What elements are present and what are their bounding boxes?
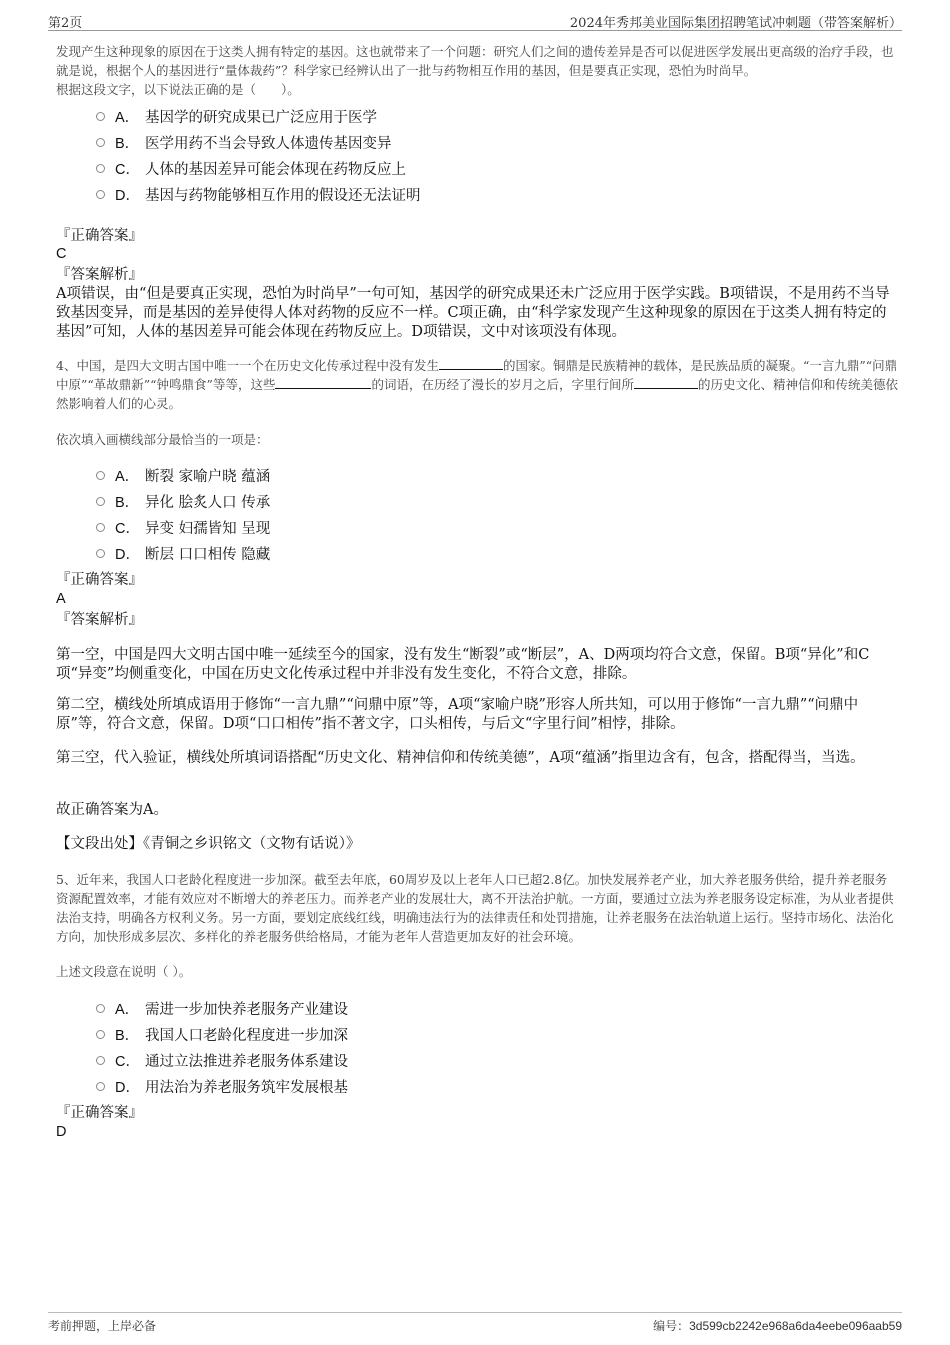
radio-icon[interactable] — [96, 1030, 105, 1039]
page-footer — [48, 1312, 902, 1339]
radio-icon[interactable] — [96, 1056, 105, 1065]
q5-option-c[interactable]: C． 通过立法推进养老服务体系建设 — [96, 1047, 876, 1073]
q5-answer-label: 『正确答案』 — [56, 1105, 143, 1121]
radio-icon[interactable] — [96, 190, 105, 199]
radio-icon[interactable] — [96, 497, 105, 506]
q5-options — [96, 995, 876, 1099]
radio-icon[interactable] — [96, 523, 105, 532]
radio-icon[interactable] — [96, 1082, 105, 1091]
q3-analysis-label: 『答案解析』 — [56, 267, 143, 283]
q4-conclusion: 故正确答案为A。 — [56, 802, 168, 818]
q4-option-b[interactable]: B． 异化 脍炙人口 传承 — [96, 488, 876, 514]
q3-passage: 发现产生这种现象的原因在于这类人拥有特定的基因。这也就带来了一个问题：研究人们之间的遗传差异是否可以促进医学发展出更高级的治疗手段，也就是说，根据个人的基因进行“量体裁药”？科学家已经辨认出了一批与药物相互作用的基因，但是要真正实现，恐怕为时尚早。 — [56, 44, 894, 78]
q3-option-c[interactable]: C． 人体的基因差异可能会体现在药物反应上 — [96, 155, 876, 181]
q4-passage: 4、中国，是四大文明古国中唯一一个在历史文化传承过程中没有发生 的国家。铜鼎是民族精神的载体，是民族品质的凝聚。“一言九鼎”“问鼎中原”“革故鼎新”“钟鸣鼎食”等等，这些 的词语，在历经了漫长的岁月之后，字里行间所 的历史文化、精神信仰和传统美德依然影响着人们的心灵。 — [56, 358, 898, 411]
q3-answer: C — [56, 246, 67, 262]
radio-icon[interactable] — [96, 164, 105, 173]
q4-answer-label: 『正确答案』 — [56, 572, 143, 588]
q4-option-a[interactable]: A． 断裂 家喻户晓 蕴涵 — [96, 462, 876, 488]
q5-passage: 5、近年来，我国人口老龄化程度进一步加深。截至去年底，60周岁及以上老年人口已超2.8亿。加快发展养老产业，加大养老服务供给，提升养老服务资源配置效率，才能有效应对不断增大的养老压力。而养老产业的发展壮大，离不开法治护航。一方面，要通过立法为养老服务设定标准，为从业者提供法治支持，明确各方权利义务。另一方面，要划定底线红线，明确违法行为的法律责任和处罚措施，让养老服务在法治轨道上运行。坚持市场化、法治化方向，加快形成多层次、多样化的养老服务供给格局，才能为老年人营造更加友好的社会环境。 — [56, 872, 894, 944]
radio-icon[interactable] — [96, 1004, 105, 1013]
q4-option-d[interactable]: D． 断层 口口相传 隐藏 — [96, 540, 876, 566]
q4-analysis-2: 第二空，横线处所填成语用于修饰“一言九鼎”“问鼎中原”等，A项“家喻户晓”形容人所共知，可以用于修饰“一言九鼎”“问鼎中原”等，符合文意，保留。D项“口口相传”指不著文字，口头相传，与后文“字里行间”相悖，排除。 — [56, 697, 859, 732]
document-title: 2024年秀邦美业国际集团招聘笔试冲刺题（带答案解析） — [569, 16, 902, 31]
blank-3 — [634, 375, 698, 389]
q4-analysis-label: 『答案解析』 — [56, 612, 143, 628]
q4-answer: A — [56, 591, 66, 607]
q5-option-b[interactable]: B． 我国人口老龄化程度进一步加深 — [96, 1021, 876, 1047]
radio-icon[interactable] — [96, 112, 105, 121]
q5-prompt: 上述文段意在说明（ ）。 — [56, 964, 192, 979]
q5-answer: D — [56, 1124, 67, 1140]
document-code: 编号：3d599cb2242e968a6da4eebe096aab59 — [653, 1319, 902, 1333]
q4-analysis-1: 第一空，中国是四大文明古国中唯一延续至今的国家，没有发生“断裂”或“断层”，A、D两项均符合文意，保留。B项“异化”和C项“异变”均侧重变化，中国在历史文化传承过程中并非没有发生变化，不符合文意，排除。 — [56, 647, 870, 682]
q3-option-a[interactable]: A． 基因学的研究成果已广泛应用于医学 — [96, 103, 876, 129]
radio-icon[interactable] — [96, 138, 105, 147]
radio-icon[interactable] — [96, 471, 105, 480]
q3-option-b[interactable]: B． 医学用药不当会导致人体遗传基因变异 — [96, 129, 876, 155]
q4-options — [96, 462, 876, 566]
radio-icon[interactable] — [96, 549, 105, 558]
q5-option-d[interactable]: D． 用法治为养老服务筑牢发展根基 — [96, 1073, 876, 1099]
q3-answer-label: 『正确答案』 — [56, 228, 143, 244]
q4-analysis-3: 第三空，代入验证，横线处所填词语搭配“历史文化、精神信仰和传统美德”，A项“蕴涵”指里边含有，包含，搭配得当，当选。 — [56, 750, 865, 766]
q3-prompt: 根据这段文字，以下说法正确的是（ ）。 — [56, 82, 300, 97]
blank-2 — [275, 375, 371, 389]
page-number: 第2页 — [48, 16, 83, 31]
q4-prompt: 依次填入画横线部分最恰当的一项是： — [56, 432, 269, 447]
q4-option-c[interactable]: C． 异变 妇孺皆知 呈现 — [96, 514, 876, 540]
page-header — [48, 10, 902, 31]
q3-options — [96, 103, 876, 207]
q5-option-a[interactable]: A． 需进一步加快养老服务产业建设 — [96, 995, 876, 1021]
q4-source: 【文段出处】《青铜之乡识铭文（文物有话说）》 — [56, 836, 361, 852]
q3-option-d[interactable]: D． 基因与药物能够相互作用的假设还无法证明 — [96, 181, 876, 207]
blank-1 — [439, 356, 503, 370]
footer-slogan: 考前押题，上岸必备 — [48, 1319, 157, 1333]
q3-analysis: A项错误，由“但是要真正实现，恐怕为时尚早”一句可知，基因学的研究成果还未广泛应用于医学实践。B项错误，不是用药不当导致基因变异，而是基因的差异使得人体对药物的反应不一样。C项正确，由“科学家发现产生这种现象的原因在于这类人拥有特定的基因”可知，人体的基因差异可能会体现在药物反应上。D项错误，文中对该项没有体现。 — [56, 286, 890, 340]
